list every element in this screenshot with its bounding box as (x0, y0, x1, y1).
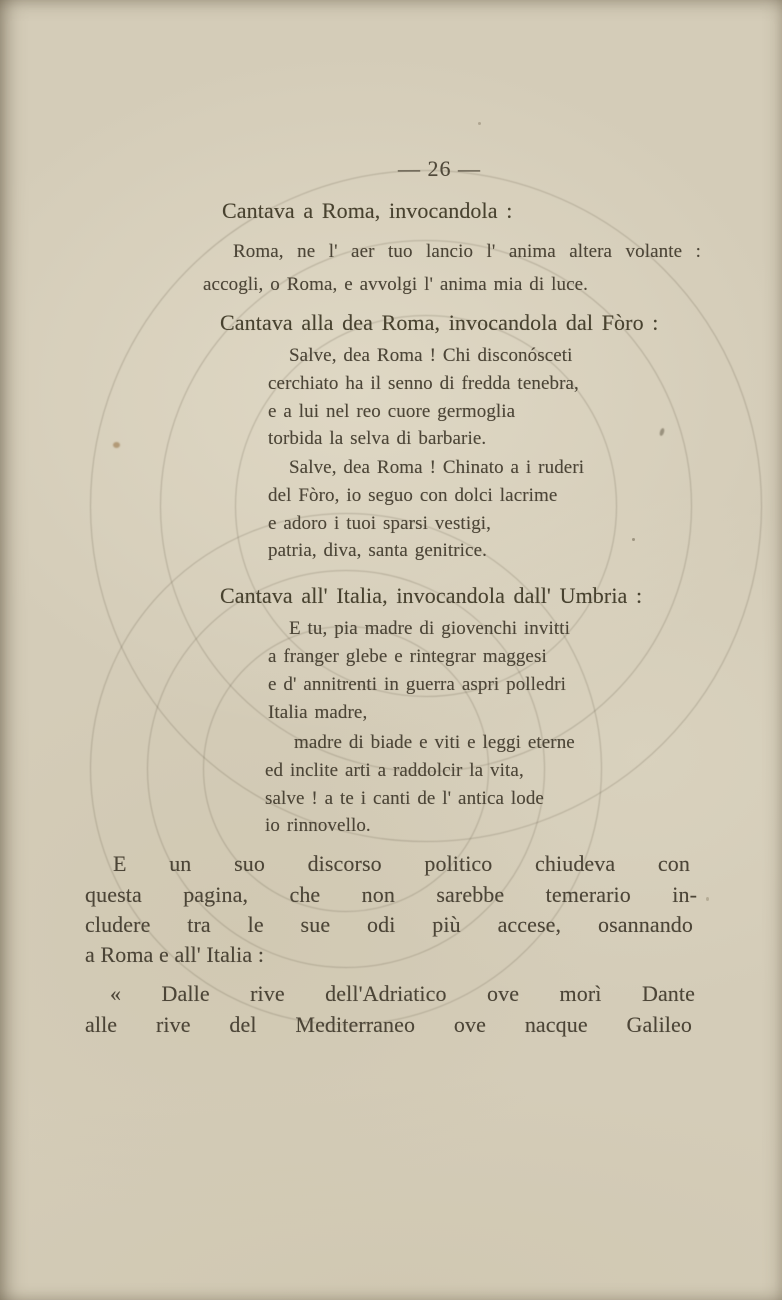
poem-line: e d' annitrenti in guerra aspri polledri (268, 674, 566, 695)
poem-line: Salve, dea Roma ! Chinato a i ruderi (289, 457, 585, 478)
poem-line: e adoro i tuoi sparsi vestigi, (268, 513, 492, 534)
foxing-speck (632, 538, 635, 541)
page-number: — 26 — (398, 156, 481, 181)
foxing-speck (113, 442, 120, 448)
poem-line: e a lui nel reo cuore germoglia (268, 401, 516, 422)
poem-line: E tu, pia madre di giovenchi invitti (289, 618, 571, 639)
poem-line: Italia madre, (268, 702, 368, 723)
prose-line: cludere tra le sue odi più accese, osannando (85, 912, 693, 937)
foxing-speck (478, 122, 481, 125)
section-heading-dea-roma: Cantava alla dea Roma, invocandola dal Fòro : (220, 310, 659, 335)
prose-line: E un suo discorso politico chiudeva con (113, 851, 690, 876)
poem-line: io rinnovello. (265, 815, 371, 836)
poem-line: ed inclite arti a raddolcir la vita, (265, 760, 524, 781)
poem-line: accogli, o Roma, e avvolgi l' anima mia di luce. (203, 274, 589, 295)
section-heading-roma: Cantava a Roma, invocandola : (222, 198, 513, 223)
poem-line: cerchiato ha il senno di fredda tenebra, (268, 373, 579, 394)
poem-line: salve ! a te i canti de l' antica lode (265, 788, 544, 809)
prose-line: questa pagina, che non sarebbe temerario in- (85, 882, 697, 907)
foxing-speck (659, 428, 665, 437)
quote-line: alle rive del Mediterraneo ove nacque Galileo (85, 1012, 692, 1037)
poem-line: Salve, dea Roma ! Chi disconósceti (289, 345, 573, 366)
poem-line: del Fòro, io seguo con dolci lacrime (268, 485, 558, 506)
poem-line: a franger glebe e rintegrar maggesi (268, 646, 547, 667)
prose-line: a Roma e all' Italia : (85, 942, 265, 967)
foxing-speck (706, 897, 709, 901)
poem-line: patria, diva, santa genitrice. (268, 540, 487, 561)
section-heading-italia: Cantava all' Italia, invocandola dall' Umbria : (220, 583, 643, 608)
poem-line: torbida la selva di barbarie. (268, 428, 487, 449)
poem-line: Roma, ne l' aer tuo lancio l' anima altera volante : (233, 241, 701, 262)
quote-line: « Dalle rive dell'Adriatico ove morì Dante (110, 981, 695, 1006)
poem-line: madre di biade e viti e leggi eterne (294, 732, 575, 753)
